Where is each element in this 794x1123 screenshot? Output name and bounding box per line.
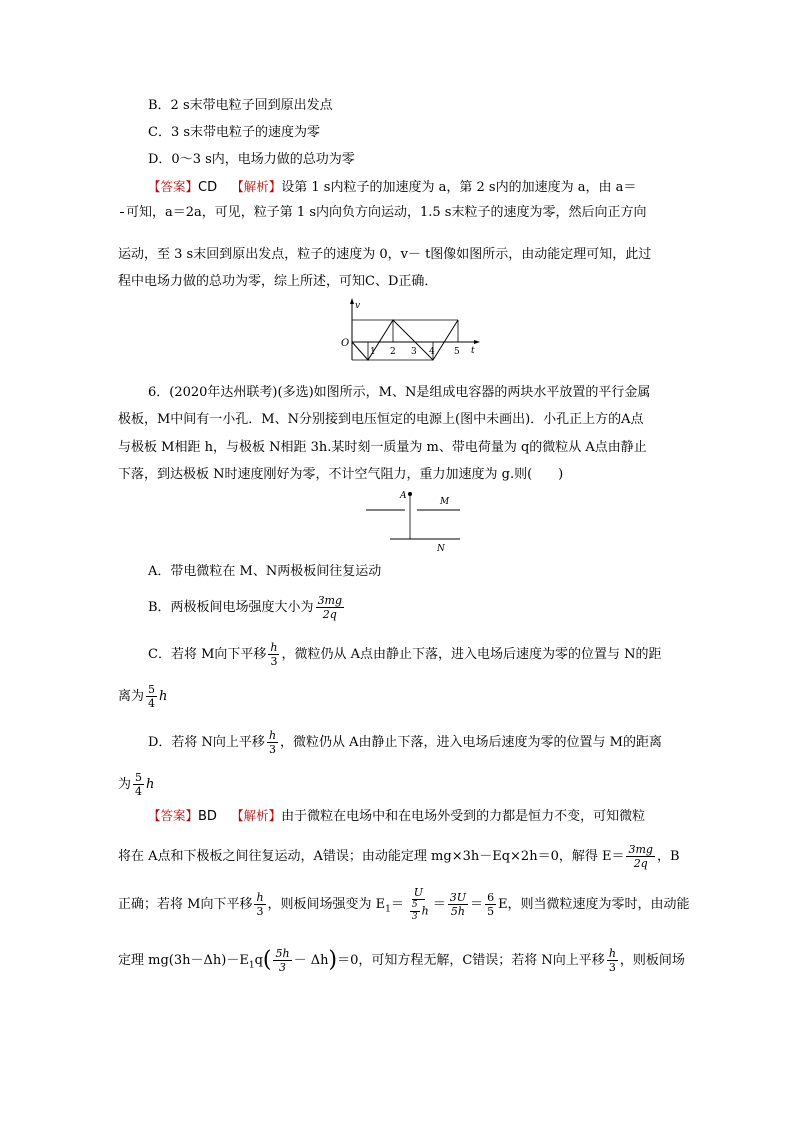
label-m: M	[440, 497, 450, 507]
analysis-text: ＝2a	[172, 205, 202, 220]
q6-option-a: A．带电微粒在 M、N两极板间往复运动	[148, 564, 382, 579]
fraction-3mg-2q: $\frac{3mg}{2q}$	[317, 594, 343, 621]
q6-option-b: B．两极板间电场强度大小为 $\frac{3mg}{2q}$	[148, 594, 343, 621]
q5-analysis-line-4: 程中电场力做的总功为零，综上所述，可知C、D正确．	[118, 274, 438, 289]
q6-analysis-line-1: 【答案】BD 【解析】由于微粒在电场中和在电场外受到的力都是恒力不变，可知微粒	[148, 808, 646, 824]
q6-stem-line-1: 6．(2020年达州联考)(多选)如图所示，M、N是组成电容器的两块水平放置的平行金属	[148, 385, 651, 400]
vt-graph	[338, 298, 482, 362]
answer-tag: 【答案】	[148, 179, 199, 194]
q5-option-c: C．3 s末带电粒子的速度为零	[148, 125, 321, 140]
q6-stem-line-2: 极板，M中间有一小孔．M、N分别接到电压恒定的电源上(图中未画出)．小孔正上方的A点	[118, 412, 644, 427]
fraction-5h-3: $\frac{5h}{3}$	[275, 947, 290, 974]
analysis-tag: 【解析】	[231, 808, 282, 823]
origin-label: O	[341, 338, 350, 349]
label-n: N	[437, 544, 445, 554]
fraction-h-3: $\frac{h}{3}$	[270, 641, 278, 668]
q6-option-c-line-2: 离为 $\frac{5}{4}$ h	[118, 683, 168, 710]
tick-2: 2	[390, 347, 396, 357]
label-a: A	[400, 491, 407, 501]
answer-value: CD	[198, 180, 218, 195]
q6-option-d-line-1: D．若将 N向上平移 $\frac{h}{3}$ ，微粒仍从 A由静止下落，进入电场后速度为零的位置与 M的距离	[148, 729, 662, 756]
tick-5: 5	[454, 347, 460, 357]
q6-stem-line-4: 下落，到达极板 N时速度刚好为零，不计空气阻力，重力加速度为 g.则( )	[118, 467, 564, 482]
tick-4: 4	[429, 347, 435, 357]
q5-analysis-line-2	[118, 203, 646, 228]
fraction-qu-m	[120, 212, 124, 213]
capacitor-figure	[360, 488, 470, 556]
analysis-text: ，由 a＝	[585, 180, 637, 195]
analysis-text: 设第 1 s内粒子的加速度为 a	[281, 180, 447, 195]
q5-analysis-line-1	[148, 177, 636, 203]
tick-3: 3	[411, 347, 417, 357]
v-label: v	[355, 301, 361, 311]
q5-analysis-line-3: 运动，至 3 s末回到原出发点，粒子的速度为 0，v－ t图像如图所示，由动能定理可知，此过	[118, 247, 652, 262]
fraction-h-3: $\frac{h}{3}$	[608, 947, 616, 974]
fraction-h-3: $\frac{h}{3}$	[256, 891, 264, 918]
q5-option-b: B．2 s末带电粒子回到原出发点	[148, 98, 333, 113]
fraction-3u-5h: $\frac{3U}{5h}$	[449, 891, 467, 918]
q6-analysis-line-3: 正确；若将 M向下平移 $\frac{h}{3}$ ，则板间场强变为 $E_1=$ U $\frac{5}{3}$ h ＝ $\frac{3U}{5h}$ ＝ $\frac{6}{5}$ E，则当微粒速度为零时，由动能	[118, 886, 690, 922]
q6-stem-line-3: 与极板 M相距 h，与极板 N相距 3h.某时刻一质量为 m、带电荷量为 q的微粒从 A点由静止	[118, 440, 647, 455]
t-label: t	[471, 346, 475, 356]
fraction-h-3: $\frac{h}{3}$	[268, 729, 277, 756]
q6-analysis-line-2: 将在 A点和下极板之间往复运动，A错误；由动能定理 mg×3h－Eq×2h＝0，解得 E＝ $\frac{3mg}{2q}$ ，B	[118, 843, 680, 870]
analysis-text: ，第 2 s内的加速度为 a	[446, 180, 586, 195]
fraction-u-5h3: U $\frac{5}{3}$ h	[411, 886, 429, 922]
q6-analysis-line-4: 定理 $mg(3h-\Delta h)-E_1q$( $\frac{5h}{3}$ － Δh)＝0，可知方程无解，C错误；若将 N向上平移 $\frac{h}{3}$ ，则板间场	[118, 947, 685, 974]
q6-option-c-line-1: C．若将 M向下平移 $\frac{h}{3}$ ，微粒仍从 A点由静止下落，进入电场后速度为零的位置与 N的距	[148, 641, 662, 668]
q5-option-d: D．0～3 s内，电场力做的总功为零	[148, 152, 355, 167]
tick-1: 1	[370, 347, 376, 357]
q6-option-d-line-2: 为 $\frac{5}{4}$ h	[118, 771, 155, 798]
t-axis-arrow	[474, 340, 480, 344]
fraction-3mg-2q: $\frac{3mg}{2q}$	[628, 843, 653, 870]
fraction-5-4: $\frac{5}{4}$	[148, 683, 156, 710]
fraction-5-4: $\frac{5}{4}$	[135, 771, 143, 798]
answer-tag: 【答案】	[148, 808, 199, 823]
analysis-text: ，可见，粒子第 1 s内向负方向运动，1.5 s末粒子的速度为零，然后向正方向	[201, 205, 647, 220]
analysis-text: 可知，a	[126, 205, 173, 220]
answer-value: BD	[198, 809, 217, 824]
particle-point-a	[408, 492, 412, 496]
v-axis-arrow	[350, 298, 354, 304]
analysis-tag: 【解析】	[231, 179, 282, 194]
fraction-6-5: $\frac{6}{5}$	[487, 891, 495, 918]
